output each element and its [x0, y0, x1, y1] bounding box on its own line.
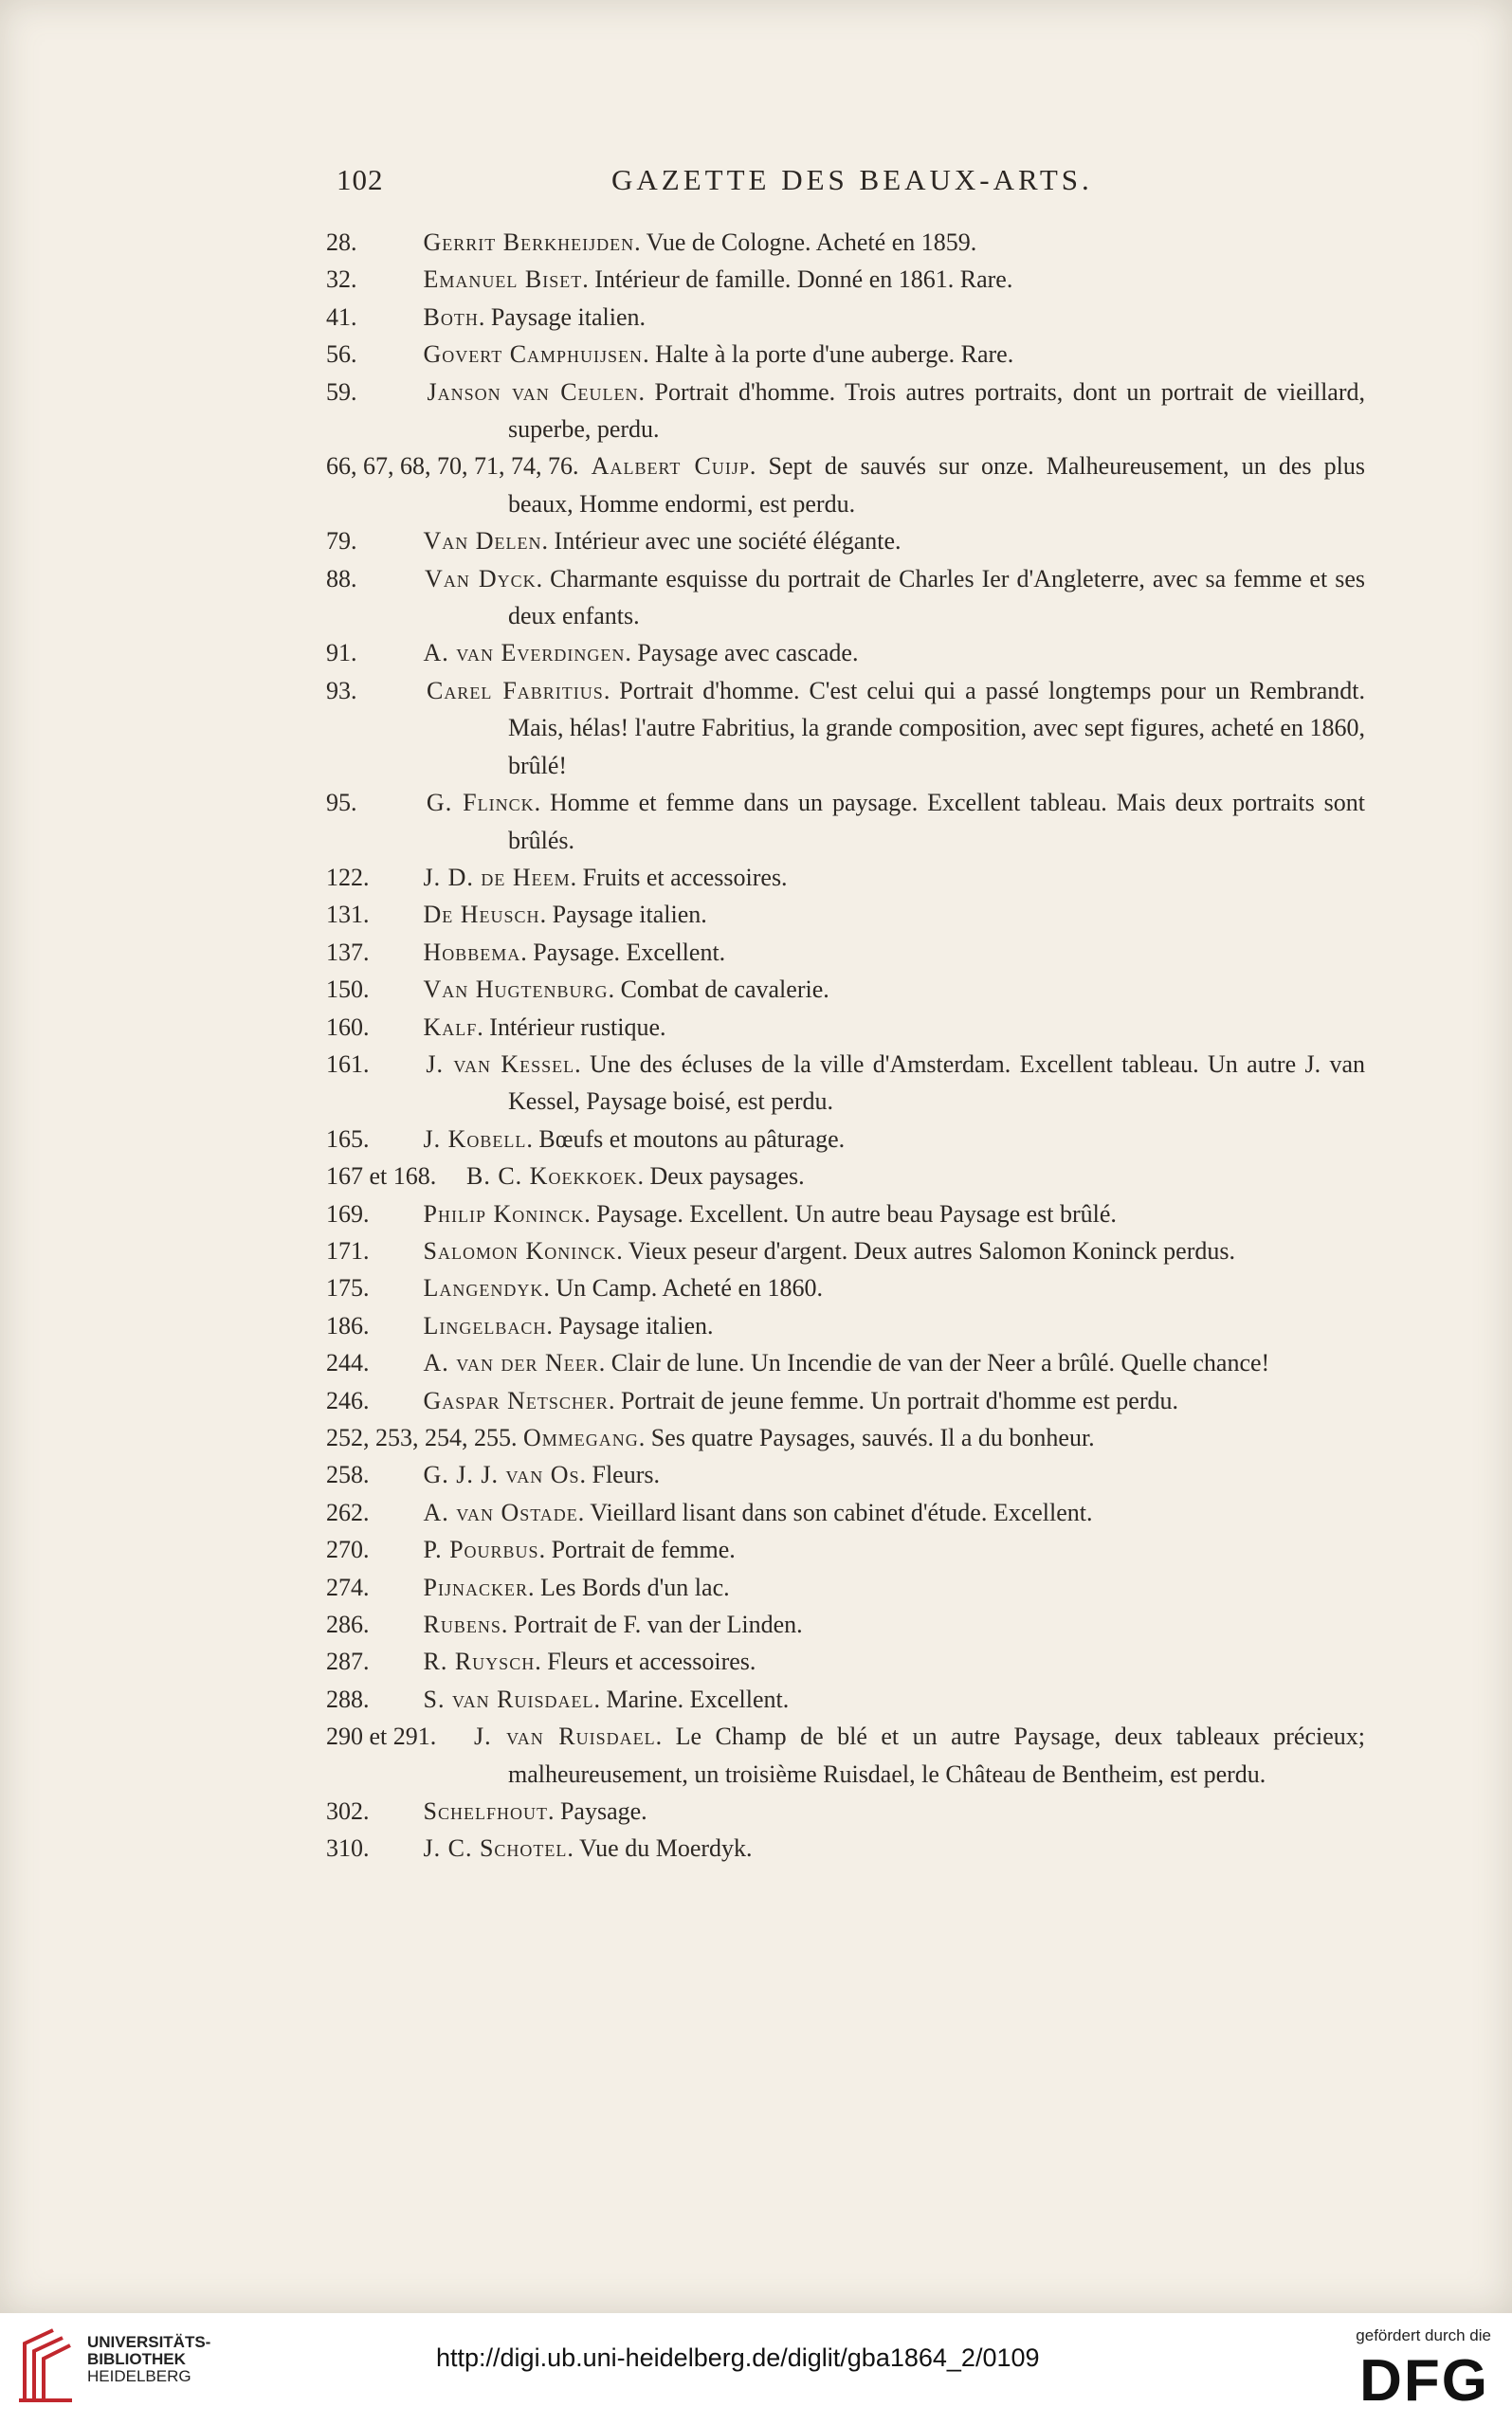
- artist-name: Van Hugtenburg: [423, 975, 609, 1004]
- catalogue-entry: 165. J. Kobell. Bœufs et moutons au pâturage.: [326, 1124, 846, 1153]
- artist-name: G. Flinck: [426, 789, 535, 817]
- entry-description: . Sept de sauvés sur onze. Malheureusement, un des plus beaux, Homme endormi, est perdu.: [508, 452, 1366, 518]
- entry-description: . Deux paysages.: [637, 1162, 805, 1191]
- catalogue-entry: 88. Van Dyck. Charmante esquisse du portrait de Charles Ier d'Angleterre, avec sa femme et ses deux enfants.: [326, 564, 1366, 630]
- catalogue-entries: [326, 224, 1366, 1868]
- catalogue-entry: 32. Emanuel Biset. Intérieur de famille. Donné en 1861. Rare.: [326, 265, 1013, 294]
- artist-name: Ommegang: [523, 1424, 639, 1451]
- entry-description: . Un Camp. Acheté en 1860.: [543, 1274, 823, 1303]
- catalogue-entry: 288. S. van Ruisdael. Marine. Excellent.: [326, 1685, 790, 1713]
- university-library-logo-icon: [15, 2325, 76, 2406]
- entry-description: . Intérieur de famille. Donné en 1861. Rare.: [582, 265, 1013, 294]
- entry-number: 252, 253, 254, 255.: [326, 1424, 518, 1451]
- catalogue-entry: 270. P. Pourbus. Portrait de femme.: [326, 1536, 736, 1564]
- entry-description: . Vue de Cologne. Acheté en 1859.: [634, 228, 977, 256]
- catalogue-entry: 93. Carel Fabritius. Portrait d'homme. C'est celui qui a passé longtemps pour un Rembrandt. Mais, hélas! l'autre Fabritius, la grande composition, avec sept figures, acheté en 1860, brûlé!: [326, 676, 1365, 779]
- entry-description: . Bœufs et moutons au pâturage.: [526, 1124, 846, 1153]
- entry-description: . Combat de cavalerie.: [608, 975, 829, 1004]
- artist-name: Govert Camphuijsen: [423, 340, 644, 369]
- catalogue-entry: 286. Rubens. Portrait de F. van der Linden.: [326, 1611, 803, 1639]
- catalogue-entry: 41. Both. Paysage italien.: [326, 302, 647, 331]
- entry-number: 66, 67, 68, 70, 71, 74, 76.: [326, 452, 579, 481]
- catalogue-entry: 137. Hobbema. Paysage. Excellent.: [326, 938, 726, 966]
- artist-name: De Heusch: [423, 901, 540, 929]
- entry-description: . Marine. Excellent.: [593, 1685, 790, 1713]
- artist-name: Philip Koninck: [423, 1199, 585, 1228]
- artist-name: Both: [423, 302, 479, 331]
- artist-name: Langendyk: [423, 1274, 544, 1303]
- artist-name: B. C. Koekkoek: [466, 1162, 638, 1191]
- journal-title: GAZETTE DES BEAUX-ARTS.: [611, 163, 1093, 196]
- sponsor-caption: gefördert durch die: [1356, 2326, 1491, 2344]
- catalogue-entry: 160. Kalf. Intérieur rustique.: [326, 1012, 666, 1041]
- entry-description: . Portrait d'homme. Trois autres portraits, dont un portrait de vieillard, superbe, perdu.: [508, 377, 1365, 444]
- entry-description: . Portrait de F. van der Linden.: [501, 1611, 803, 1639]
- artist-name: P. Pourbus: [423, 1536, 539, 1564]
- artist-name: A. van Ostade: [423, 1498, 578, 1526]
- catalogue-entry: 175. Langendyk. Un Camp. Acheté en 1860.: [326, 1274, 823, 1303]
- entry-description: . Clair de lune. Un Incendie de van der Neer a brûlé. Quelle chance!: [598, 1349, 1270, 1377]
- catalogue-entry: 274. Pijnacker. Les Bords d'un lac.: [326, 1573, 730, 1601]
- artist-name: Van Dyck: [425, 564, 537, 593]
- catalogue-entry: 122. J. D. de Heem. Fruits et accessoires.: [326, 863, 788, 891]
- artist-name: A. van Everdingen: [423, 639, 626, 667]
- catalogue-entry: 95. G. Flinck. Homme et femme dans un paysage. Excellent tableau. Mais deux portraits sont brûlés.: [326, 789, 1365, 854]
- catalogue-entry: 244. A. van der Neer. Clair de lune. Un Incendie de van der Neer a brûlé. Quelle chance!: [326, 1349, 1270, 1377]
- entry-description: . Fleurs.: [579, 1461, 660, 1489]
- entry-description: . Paysage. Excellent.: [520, 938, 726, 966]
- catalogue-entry: [326, 1718, 1365, 1793]
- artist-name: Emanuel Biset: [423, 265, 583, 294]
- catalogue-entry: 186. Lingelbach. Paysage italien.: [326, 1311, 714, 1340]
- artist-name: Lingelbach: [423, 1311, 547, 1340]
- entry-description: . Fleurs et accessoires.: [535, 1648, 756, 1676]
- catalogue-entry: 302. Schelfhout. Paysage.: [326, 1797, 647, 1826]
- catalogue-entry: 262. A. van Ostade. Vieillard lisant dans son cabinet d'étude. Excellent.: [326, 1498, 1093, 1526]
- dfg-logo: DFG: [1359, 2348, 1489, 2414]
- entry-description: . Paysage italien.: [539, 901, 707, 929]
- catalogue-entry: 310. J. C. Schotel. Vue du Moerdyk.: [326, 1834, 753, 1863]
- catalogue-entry: 169. Philip Koninck. Paysage. Excellent. Un autre beau Paysage est brûlé.: [326, 1199, 1117, 1228]
- entry-description: . Charmante esquisse du portrait de Charles Ier d'Angleterre, avec sa femme et ses deux enfants.: [508, 564, 1366, 630]
- entry-description: . Vue du Moerdyk.: [567, 1834, 753, 1863]
- entry-number: 167 et 168.: [326, 1162, 437, 1191]
- catalogue-entry: 246. Gaspar Netscher. Portrait de jeune femme. Un portrait d'homme est perdu.: [326, 1386, 1179, 1414]
- entry-description: . Ses quatre Paysages, sauvés. Il a du bonheur.: [638, 1424, 1095, 1451]
- catalogue-entry: 28. Gerrit Berkheijden. Vue de Cologne. Acheté en 1859.: [326, 228, 977, 256]
- entry-description: . Paysage avec cascade.: [625, 639, 859, 667]
- entry-description: . Paysage. Excellent. Un autre beau Paysage est brûlé.: [584, 1199, 1117, 1228]
- artist-name: R. Ruysch: [423, 1648, 536, 1676]
- artist-name: Rubens: [423, 1611, 501, 1639]
- catalogue-entry: 56. Govert Camphuijsen. Halte à la porte d'une auberge. Rare.: [326, 340, 1014, 369]
- catalogue-entry: 258. G. J. J. van Os. Fleurs.: [326, 1461, 660, 1489]
- artist-name: A. van der Neer: [423, 1349, 599, 1377]
- artist-name: S. van Ruisdael: [423, 1685, 594, 1713]
- catalogue-entry: [326, 1419, 1365, 1456]
- catalogue-entry: [326, 447, 1366, 522]
- library-name: UNIVERSITÄTS- BIBLIOTHEK HEIDELBERG: [87, 2333, 211, 2385]
- entry-description: . Portrait de femme.: [538, 1536, 736, 1564]
- artist-name: Kalf: [423, 1012, 478, 1041]
- entry-description: . Homme et femme dans un paysage. Excellent tableau. Mais deux portraits sont brûlés.: [508, 789, 1365, 854]
- entry-description: . Une des écluses de la ville d'Amsterdam. Excellent tableau. Un autre J. van Kessel, Paysage boisé, est perdu.: [508, 1049, 1365, 1116]
- entry-description: . Intérieur rustique.: [477, 1012, 666, 1041]
- footer-bar: [0, 2313, 1512, 2425]
- artist-name: Gaspar Netscher: [423, 1386, 609, 1414]
- entry-description: . Fruits et accessoires.: [570, 863, 788, 891]
- catalogue-entry: 287. R. Ruysch. Fleurs et accessoires.: [326, 1648, 756, 1676]
- page-number: 102: [337, 163, 384, 196]
- catalogue-entry: 91. A. van Everdingen. Paysage avec cascade.: [326, 639, 859, 667]
- artist-name: J. D. de Heem: [423, 863, 571, 891]
- entry-number: 290 et 291.: [326, 1723, 437, 1751]
- artist-name: Pijnacker: [423, 1573, 528, 1601]
- artist-name: Salomon Koninck: [423, 1236, 617, 1265]
- artist-name: Carel Fabritius: [427, 676, 604, 704]
- entry-description: . Vieux peseur d'argent. Deux autres Salomon Koninck perdus.: [616, 1236, 1235, 1265]
- catalogue-entry: 150. Van Hugtenburg. Combat de cavalerie.: [326, 975, 829, 1004]
- entry-description: . Halte à la porte d'une auberge. Rare.: [643, 340, 1014, 369]
- artist-name: J. van Ruisdael: [473, 1723, 656, 1751]
- entry-description: . Intérieur avec une société élégante.: [541, 527, 902, 556]
- artist-name: Hobbema: [423, 938, 521, 966]
- catalogue-entry: [326, 1158, 1365, 1194]
- entry-description: . Paysage.: [547, 1797, 647, 1826]
- source-url-link[interactable]: http://digi.ub.uni-heidelberg.de/diglit/gba1864_2/0109: [436, 2343, 1040, 2372]
- artist-name: Aalbert Cuijp: [591, 452, 750, 481]
- entry-description: . Portrait d'homme. C'est celui qui a passé longtemps pour un Rembrandt. Mais, hélas! l'autre Fabritius, la grande composition, avec sept figures, acheté en 1860, brûlé!: [508, 676, 1365, 779]
- catalogue-entry: 59. Janson van Ceulen. Portrait d'homme. Trois autres portraits, dont un portrait de vieillard, superbe, perdu.: [326, 377, 1365, 444]
- artist-name: Gerrit Berkheijden: [423, 228, 635, 256]
- catalogue-entry: 131. De Heusch. Paysage italien.: [326, 901, 707, 929]
- entry-description: . Vieillard lisant dans son cabinet d'étude. Excellent.: [577, 1498, 1093, 1526]
- artist-name: Schelfhout: [423, 1797, 548, 1826]
- running-head: [337, 163, 1341, 201]
- entry-description: . Paysage italien.: [546, 1311, 714, 1340]
- entry-description: . Le Champ de blé et un autre Paysage, deux tableaux précieux; malheureusement, un troisième Ruisdael, le Château de Bentheim, est perdu.: [508, 1723, 1365, 1788]
- artist-name: J. C. Schotel: [423, 1834, 568, 1863]
- catalogue-entry: 171. Salomon Koninck. Vieux peseur d'argent. Deux autres Salomon Koninck perdus.: [326, 1236, 1235, 1265]
- artist-name: J. Kobell: [423, 1124, 527, 1153]
- catalogue-entry: 161. J. van Kessel. Une des écluses de la ville d'Amsterdam. Excellent tableau. Un autre J. van Kessel, Paysage boisé, est perdu.: [326, 1049, 1365, 1116]
- entry-description: . Portrait de jeune femme. Un portrait d'homme est perdu.: [608, 1386, 1179, 1414]
- artist-name: J. van Kessel: [426, 1049, 575, 1078]
- artist-name: Janson van Ceulen: [427, 377, 639, 406]
- entry-description: . Paysage italien.: [478, 302, 647, 331]
- catalogue-entry: 79. Van Delen. Intérieur avec une société élégante.: [326, 527, 902, 556]
- entry-description: . Les Bords d'un lac.: [527, 1573, 730, 1601]
- artist-name: Van Delen: [423, 527, 542, 556]
- artist-name: G. J. J. van Os: [423, 1461, 580, 1489]
